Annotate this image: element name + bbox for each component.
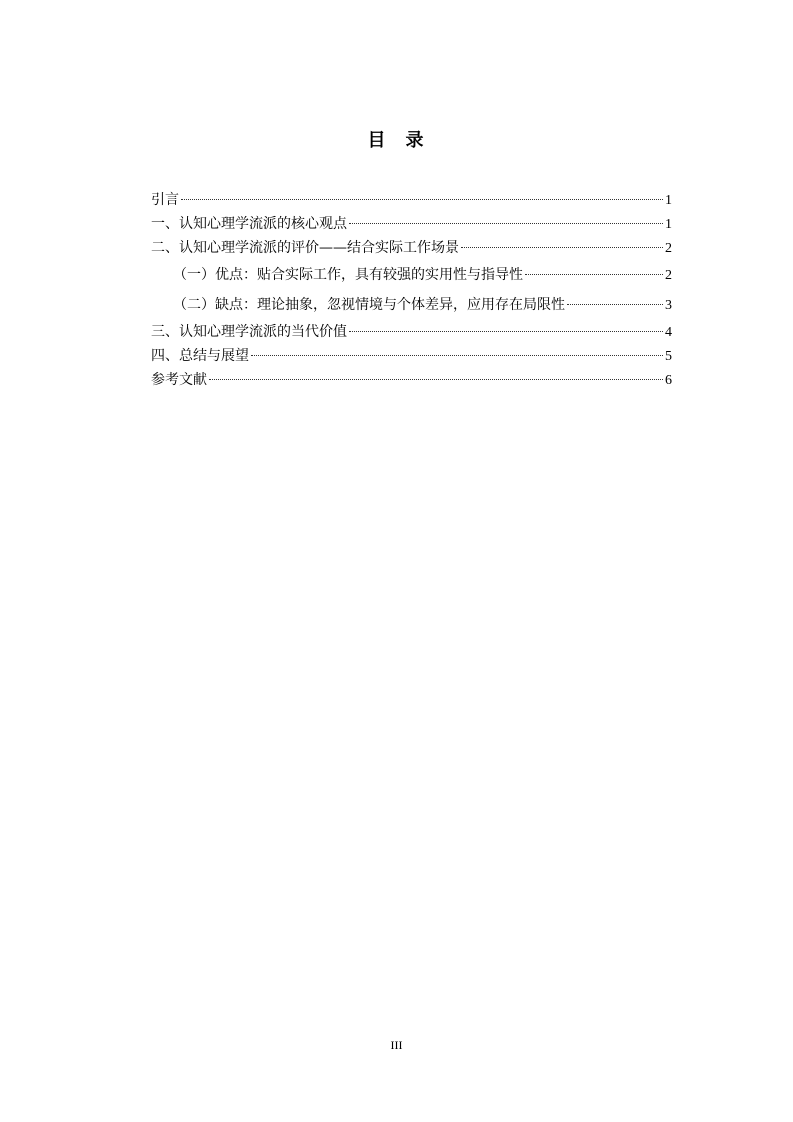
page-title: [0, 128, 793, 154]
title-char-2: 录: [405, 130, 426, 151]
toc-entry-page: 6: [665, 373, 672, 388]
toc-entry-page: 1: [665, 193, 672, 208]
toc-entry-label: 四、总结与展望: [151, 348, 249, 364]
table-of-contents: [151, 188, 672, 392]
toc-entry-section-2-1[interactable]: [151, 260, 672, 290]
dot-leader: [349, 223, 663, 224]
toc-entry-page: 2: [665, 241, 672, 256]
toc-entry-label: 三、认知心理学流派的当代价值: [151, 324, 347, 340]
dot-leader: [181, 199, 663, 200]
dot-leader: [349, 331, 663, 332]
dot-leader: [461, 247, 663, 248]
toc-entry-label: 二、认知心理学流派的评价——结合实际工作场景: [151, 240, 459, 256]
toc-entry-references[interactable]: [151, 368, 672, 392]
toc-entry-page: 1: [665, 217, 672, 232]
toc-entry-section-2-2[interactable]: [151, 290, 672, 320]
toc-entry-section-4[interactable]: [151, 344, 672, 368]
toc-entry-page: 4: [665, 325, 672, 340]
toc-entry-section-2[interactable]: [151, 236, 672, 260]
toc-entry-label: 一、认知心理学流派的核心观点: [151, 216, 347, 232]
footer-page-number: III: [390, 1038, 403, 1052]
toc-entry-intro[interactable]: [151, 188, 672, 212]
toc-entry-page: 3: [665, 298, 672, 313]
toc-entry-page: 2: [665, 268, 672, 283]
dot-leader: [251, 355, 663, 356]
toc-entry-label: 参考文献: [151, 372, 207, 388]
title-char-1: 目: [367, 130, 388, 151]
toc-entry-label: 引言: [151, 192, 179, 208]
dot-leader: [209, 379, 663, 380]
dot-leader: [567, 304, 663, 305]
toc-entry-section-3[interactable]: [151, 320, 672, 344]
toc-entry-page: 5: [665, 349, 672, 364]
toc-entry-label: （一）优点：贴合实际工作，具有较强的实用性与指导性: [173, 267, 523, 283]
dot-leader: [525, 274, 663, 275]
toc-entry-label: （二）缺点：理论抽象，忽视情境与个体差异，应用存在局限性: [173, 297, 565, 313]
toc-entry-section-1[interactable]: [151, 212, 672, 236]
